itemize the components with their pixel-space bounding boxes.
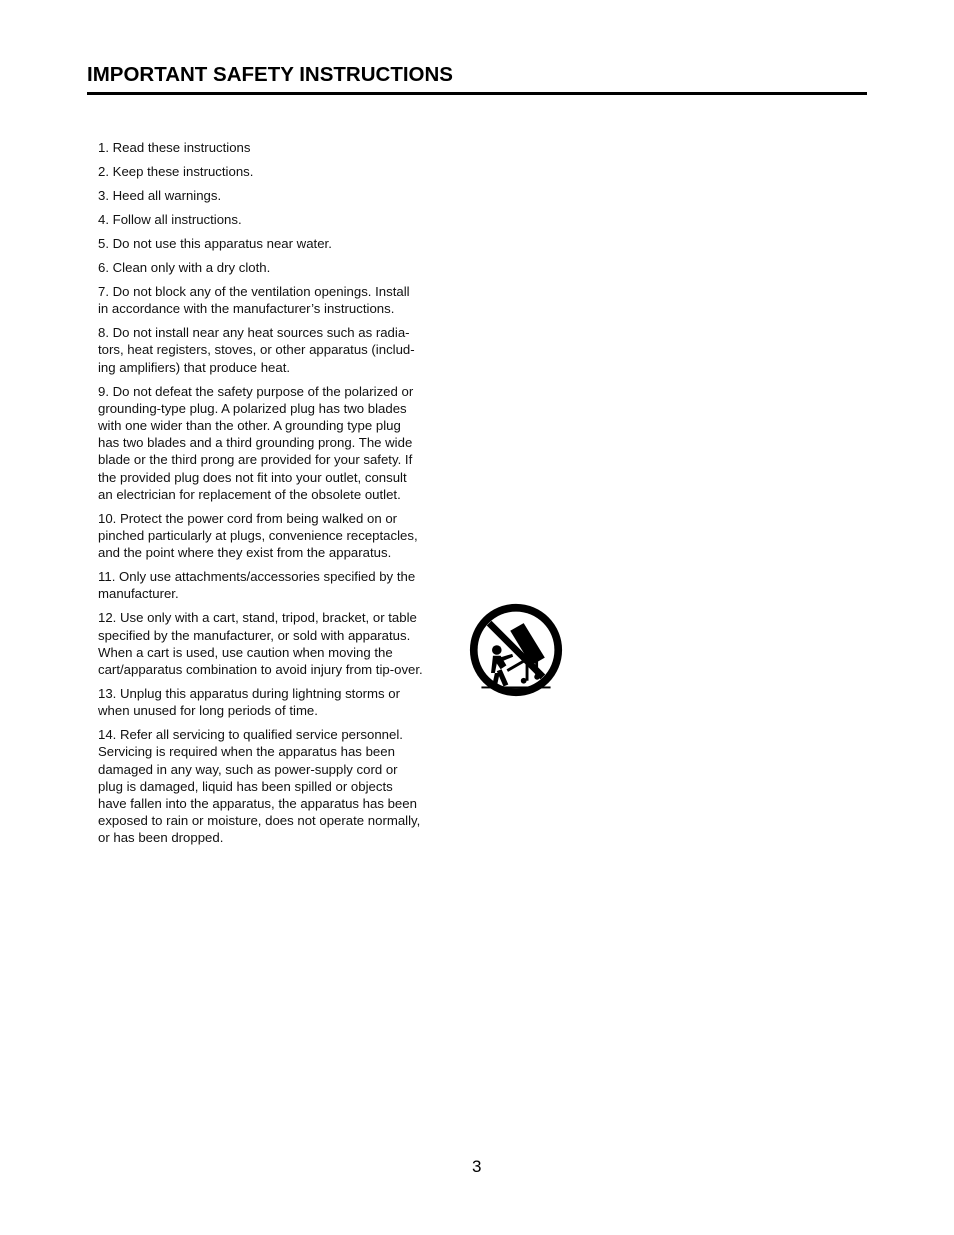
page-title: IMPORTANT SAFETY INSTRUCTIONS — [87, 63, 453, 86]
cart-tip-over-warning-icon — [468, 602, 564, 698]
instruction-item: 5. Do not use this apparatus near water. — [98, 236, 332, 251]
instruction-item: 7. Do not block any of the ventilation openings. Install in accordance with the manufacturer’s instructions. — [98, 284, 410, 317]
instruction-item: 2. Keep these instructions. — [98, 164, 254, 179]
title-divider — [87, 92, 867, 95]
instruction-item: 6. Clean only with a dry cloth. — [98, 260, 271, 275]
instruction-item: 12. Use only with a cart, stand, tripod, bracket, or table specified by the manufacturer, or sold with apparatus. When a cart is used, use caution when moving the cart/apparatus combination to avoid injury from tip-over. — [98, 610, 423, 678]
instruction-item: 10. Protect the power cord from being walked on or pinched particularly at plugs, convenience receptacles, and the point where they exist from the apparatus. — [98, 510, 418, 561]
instruction-item: 4. Follow all instructions. — [98, 212, 242, 227]
page-number: 3 — [472, 1157, 482, 1176]
instruction-item: 13. Unplug this apparatus during lightning storms or when unused for long periods of time. — [98, 686, 401, 719]
instruction-item: 1. Read these instructions — [98, 140, 251, 155]
safety-instructions-list — [98, 139, 452, 853]
instruction-item: 11. Only use attachments/accessories specified by the manufacturer. — [98, 569, 416, 602]
instruction-item: 9. Do not defeat the safety purpose of the polarized or grounding-type plug. A polarized plug has two blades with one wider than the other. A grounding type plug has two blades and a third grounding prong. The wide blade or the third prong are provided for your safety. If the provided plug does not fit into your outlet, consult an electrician for replacement of the obsolete outlet. — [98, 383, 414, 502]
instruction-item: 3. Heed all warnings. — [98, 188, 222, 203]
instruction-item: 8. Do not install near any heat sources such as radia- tors, heat registers, stoves, or other apparatus (includ- ing amplifiers) that produce heat. — [98, 325, 415, 375]
instruction-item: 14. Refer all servicing to qualified service personnel. Servicing is required when the apparatus has been damaged in any way, such as power-supply cord or plug is damaged, liquid has been spilled or objects have fallen into the apparatus, the apparatus has been exposed to rain or moisture, does not operate normally, or has been dropped. — [98, 727, 421, 846]
